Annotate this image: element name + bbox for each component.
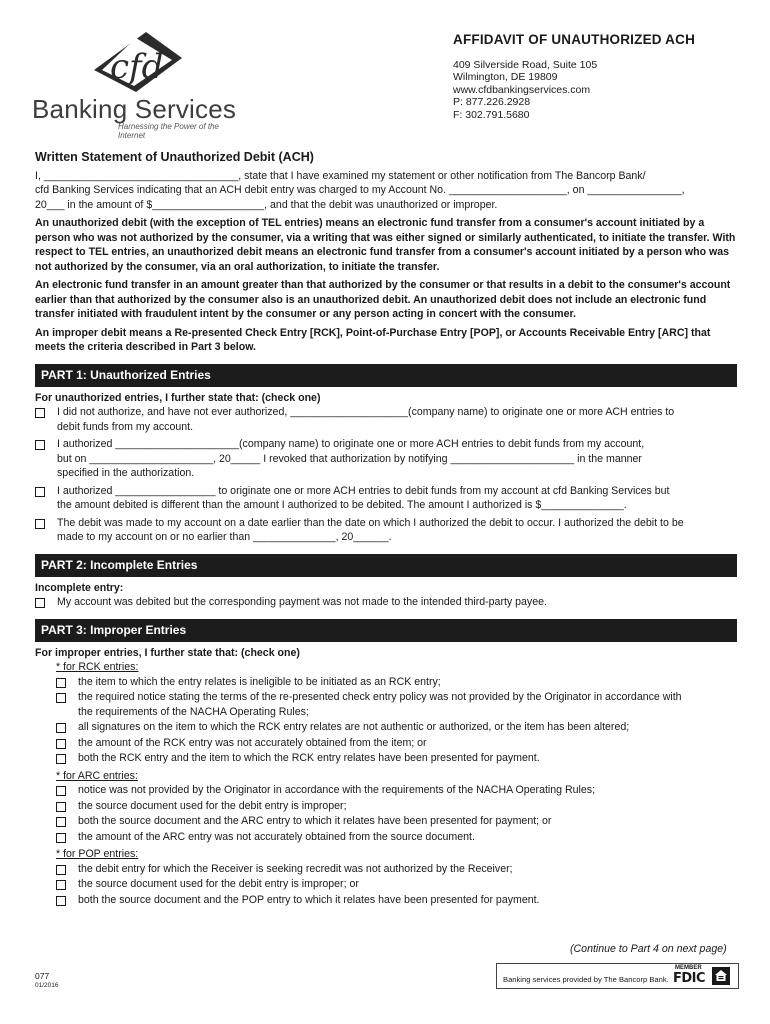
svg-text:cfd: cfd <box>110 47 164 87</box>
checkbox[interactable] <box>56 678 66 688</box>
checkbox-label <box>78 830 475 845</box>
checkbox-label-line: the amount debited is different than the amount I authorized to be debited. The amount I authorized is $______________. <box>57 499 627 511</box>
checkbox-item[interactable] <box>56 830 737 845</box>
checkbox-label-line: I authorized _____________________(company name) to originate one or more ACH entries to debit funds from my account, <box>57 438 645 450</box>
checkbox[interactable] <box>35 519 45 529</box>
cfd-logo <box>32 30 242 140</box>
checkbox-label <box>78 720 629 735</box>
checkbox[interactable] <box>56 786 66 796</box>
checkbox-label-line: but on _____________________, 20_____ I revoked that authorization by notifying _____________________ in the manner <box>57 452 642 465</box>
pop-list <box>35 862 737 908</box>
part2-intro: Incomplete entry: <box>35 581 124 594</box>
part1-intro: For unauthorized entries, I further state that: (check one) <box>35 391 321 404</box>
part2-checkbox-item[interactable] <box>35 595 737 610</box>
checkbox[interactable] <box>56 723 66 733</box>
checkbox-label <box>78 751 540 766</box>
part1-header: PART 1: Unauthorized Entries <box>35 364 737 387</box>
checkbox-label-line: the debit entry for which the Receiver is seeking recredit was not authorized by the Receiver; <box>78 862 513 875</box>
statement-line-3[interactable]: 20___ in the amount of $___________________, and that the debit was unauthorized or improper. <box>35 198 498 211</box>
checkbox-label <box>78 736 427 751</box>
checkbox-item[interactable] <box>56 736 737 751</box>
fdic-logo: FDIC <box>673 971 706 986</box>
checkbox-label <box>78 862 513 877</box>
checkbox-label <box>78 690 682 719</box>
checkbox-label <box>78 877 359 892</box>
checkbox-item[interactable] <box>56 690 737 719</box>
checkbox-item[interactable] <box>35 405 737 434</box>
checkbox-item[interactable] <box>56 799 737 814</box>
equal-housing-lender-icon <box>712 967 730 985</box>
header-block <box>453 32 753 121</box>
statement-line-1[interactable]: I, _________________________________, state that I have examined my statement or other notification from The Bancorp Bank/ <box>35 169 646 182</box>
checkbox-label-line: I authorized _________________ to originate one or more ACH entries to debit funds from my account at cfd Banking Services but <box>57 484 670 497</box>
checkbox-label-line: the requirements of the NACHA Operating Rules; <box>78 705 309 718</box>
checkbox-item[interactable] <box>35 516 737 545</box>
continue-note: (Continue to Part 4 on next page) <box>570 943 727 955</box>
provided-by-text: Banking services provided by The Bancorp Bank. <box>503 975 669 984</box>
checkbox-item[interactable] <box>35 484 737 513</box>
checkbox[interactable] <box>35 408 45 418</box>
part3-intro: For improper entries, I further state that: (check one) <box>35 646 300 659</box>
form-number: 077 <box>35 971 50 981</box>
checkbox-item[interactable] <box>56 862 737 877</box>
checkbox-item[interactable] <box>35 437 737 481</box>
checkbox[interactable] <box>56 802 66 812</box>
address-line-2: Wilmington, DE 19809 <box>453 71 558 84</box>
checkbox-label-line: made to my account on or no earlier than ______________, 20______. <box>57 531 392 543</box>
pop-subheading: * for POP entries: <box>56 848 139 860</box>
checkbox[interactable] <box>56 896 66 906</box>
checkbox-item[interactable] <box>56 814 737 829</box>
checkbox-label-line: I did not authorize, and have not ever authorized, ____________________(company name) to originate one or more ACH entries to <box>57 406 675 418</box>
checkbox-label-line: specified in the authorization. <box>57 467 195 479</box>
arc-subheading: * for ARC entries: <box>56 769 138 782</box>
checkbox-label <box>78 783 595 798</box>
part1-list <box>35 405 737 545</box>
checkbox-item[interactable] <box>56 751 737 766</box>
form-title: AFFIDAVIT OF UNAUTHORIZED ACH <box>453 32 696 47</box>
part3-header: PART 3: Improper Entries <box>35 619 737 642</box>
checkbox[interactable] <box>35 440 45 450</box>
checkbox-item[interactable] <box>56 720 737 735</box>
website-link[interactable]: www.cfdbankingservices.com <box>453 83 591 96</box>
checkbox-label <box>57 516 684 545</box>
definition-unauthorized: An unauthorized debit (with the exception of TEL entries) means an electronic fund transfer from a consumer's account initiated by a person who was not authorized by the consumer, via a writing that was either signed or similarly authenticated, to initiate the transfer. With respect to TEL entries, an unauthorized debit means an electronic fund transfer from a consumer's account initiated by a person who was not authorized by the consumer, via an oral authorization, to initiate the transfer. <box>35 217 736 273</box>
form-date: 01/2016 <box>35 982 59 989</box>
checkbox-label-line: the required notice stating the terms of the re-presented check entry policy was not provided by the Originator in accordance with <box>78 691 682 703</box>
checkbox-item[interactable] <box>56 877 737 892</box>
fax-number: F: 302.791.5680 <box>453 108 530 121</box>
rck-subheading: * for RCK entries: <box>56 661 139 673</box>
phone-number: P: 877.226.2928 <box>453 96 531 109</box>
checkbox[interactable] <box>35 598 45 608</box>
checkbox-item[interactable] <box>56 675 737 690</box>
checkbox-label <box>78 893 540 908</box>
arc-list <box>35 783 737 844</box>
address-line-1: 409 Silverside Road, Suite 105 <box>453 59 598 71</box>
checkbox-label <box>78 799 347 814</box>
checkbox-label-line: notice was not provided by the Originator in accordance with the requirements of the NACHA Operating Rules; <box>78 784 596 796</box>
checkbox[interactable] <box>56 817 66 827</box>
checkbox-label-line: both the RCK entry and the item to which the RCK entry relates have been presented for payment. <box>78 752 540 764</box>
fdic-footer-box <box>496 963 739 989</box>
logo-brand: Banking Services <box>32 94 237 124</box>
checkbox-label <box>57 484 669 513</box>
checkbox-label-line: the amount of the RCK entry was not accurately obtained from the item; or <box>78 736 427 749</box>
checkbox-item[interactable] <box>56 783 737 798</box>
checkbox-label-line: debit funds from my account. <box>57 420 194 433</box>
checkbox-item[interactable] <box>56 893 737 908</box>
checkbox-label-line: all signatures on the item to which the RCK entry relates are not authentic or authorized, or the item has been altered; <box>78 721 630 733</box>
checkbox-label-line: the item to which the entry relates is ineligible to be initiated as an RCK entry; <box>78 675 441 688</box>
checkbox-label <box>78 675 441 690</box>
checkbox-label-line: the source document used for the debit entry is improper; or <box>78 878 359 890</box>
cfd-mark-icon <box>76 30 186 98</box>
statement-title: Written Statement of Unauthorized Debit (ACH) <box>35 150 314 164</box>
statement-line-2[interactable]: cfd Banking Services indicating that an ACH debit entry was charged to my Account No. ____________________, on ________________, <box>35 184 685 196</box>
part2-header: PART 2: Incomplete Entries <box>35 554 737 577</box>
part2-item-text: My account was debited but the corresponding payment was not made to the intended third-party payee. <box>57 596 547 608</box>
checkbox-label-line: both the source document and the ARC entry to which it relates have been presented for payment; or <box>78 815 552 827</box>
checkbox-label <box>57 405 674 434</box>
checkbox[interactable] <box>56 880 66 890</box>
checkbox-label-line: The debit was made to my account on a date earlier than the date on which I authorized the debit to occur. I authorized the debit to be <box>57 516 684 529</box>
logo-tagline: Harnessing the Power of the Internet <box>118 122 219 140</box>
form-content <box>35 150 737 907</box>
checkbox[interactable] <box>56 865 66 875</box>
checkbox-label <box>57 437 644 481</box>
checkbox-label-line: the source document used for the debit entry is improper; <box>78 799 347 812</box>
rck-list <box>35 675 737 766</box>
member-label: MEMBER <box>675 965 702 971</box>
checkbox[interactable] <box>56 693 66 703</box>
checkbox-label-line: the amount of the ARC entry was not accurately obtained from the source document. <box>78 830 475 843</box>
definition-improper: An improper debit means a Re-presented Check Entry [RCK], Point-of-Purchase Entry [POP], or Accounts Receivable Entry [ARC] that meets the criteria described in Part 3 below. <box>35 326 711 353</box>
checkbox-label-line: both the source document and the POP entry to which it relates have been presented for payment. <box>78 893 540 906</box>
checkbox[interactable] <box>35 487 45 497</box>
form-number-block <box>35 971 59 991</box>
checkbox[interactable] <box>56 833 66 843</box>
checkbox[interactable] <box>56 754 66 764</box>
definition-amount: An electronic fund transfer in an amount greater than that authorized by the consumer or that results in a debit to the consumer's account earlier than that authorized by the consumer also is an unauthorized debit. An unauthorized debit does not include an electronic fund transfer initiated with fraudulent intent by the consumer or any person acting in concert with the consumer. <box>35 279 731 320</box>
checkbox[interactable] <box>56 739 66 749</box>
checkbox-label <box>78 814 551 829</box>
